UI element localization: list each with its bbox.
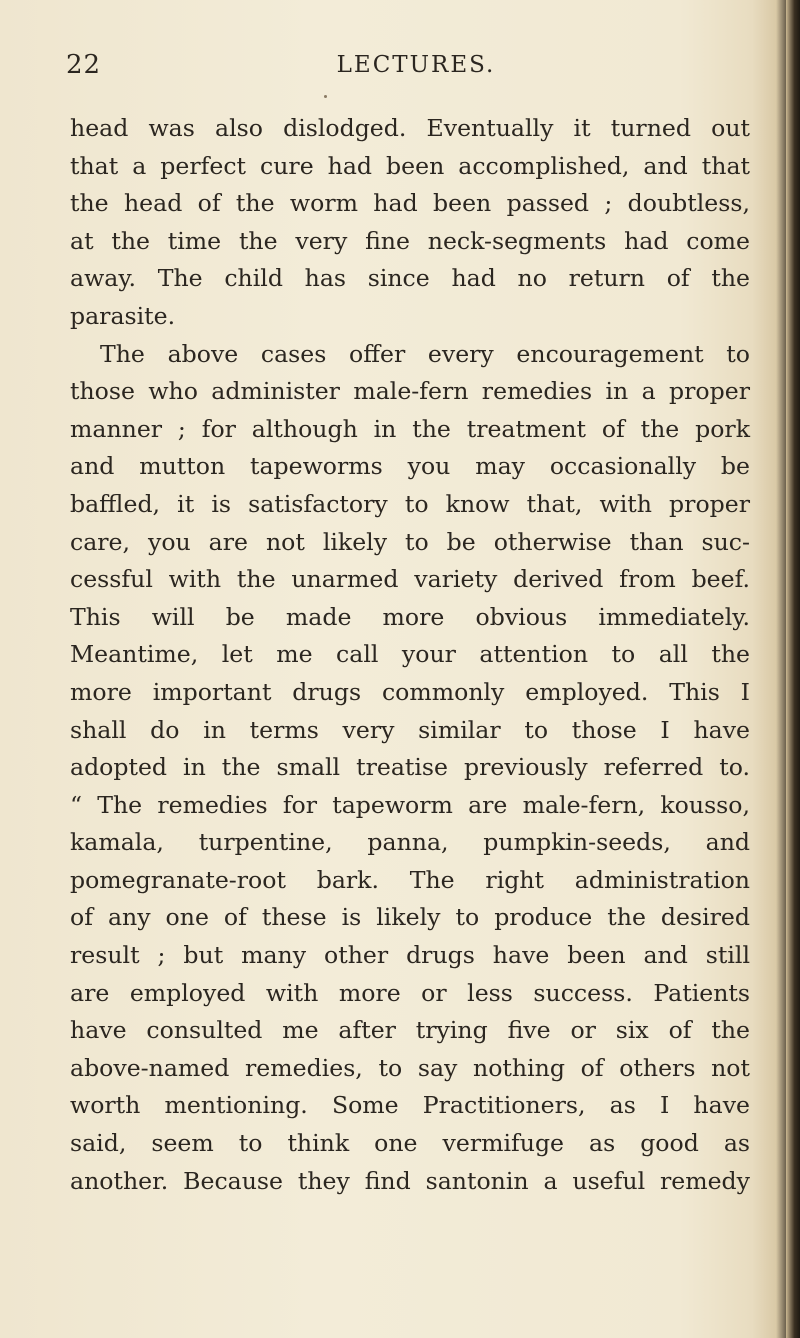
text-line: that a perfect cure had been accomplished, and that (70, 151, 750, 180)
running-title: LECTURES. (336, 52, 496, 78)
text-line: parasite. (70, 301, 176, 330)
text-line: kamala, turpentine, panna, pumpkin-seeds, and (70, 828, 750, 857)
text-line: pomegranate-root bark. The right administration (70, 865, 750, 894)
text-line: cessful with the unarmed variety derived from beef. (70, 565, 750, 594)
text-line: result ; but many other drugs have been and still (70, 941, 750, 970)
text-line: at the time the very fine neck-segments had come (70, 226, 750, 255)
text-line: worth mentioning. Some Practitioners, as I have (70, 1091, 750, 1120)
text-line: Meantime, let me call your attention to all the (70, 640, 750, 669)
text-line: are employed with more or less success. Patients (70, 978, 750, 1007)
running-head (66, 50, 746, 86)
text-line: more important drugs commonly employed. This I (70, 677, 750, 706)
text-line: This will be made more obvious immediately. (70, 602, 750, 631)
text-line: The above cases offer every encouragement to (100, 339, 750, 368)
text-line: adopted in the small treatise previously referred to. (70, 753, 750, 782)
text-line: those who administer male-fern remedies in a proper (70, 377, 750, 406)
body-text (70, 110, 750, 1200)
text-line: another. Because they find santonin a useful remedy (70, 1166, 750, 1195)
text-line: baffled, it is satisfactory to know that, with proper (70, 489, 750, 518)
text-line: away. The child has since had no return of the (70, 264, 750, 293)
text-line: said, seem to think one vermifuge as good as (70, 1129, 750, 1158)
text-line: shall do in terms very similar to those I have (70, 715, 750, 744)
print-speck (324, 95, 327, 98)
text-line: manner ; for although in the treatment of the pork (70, 414, 750, 443)
text-line: and mutton tapeworms you may occasionally be (70, 452, 750, 481)
text-line: of any one of these is likely to produce the desired (70, 903, 750, 932)
page-number: 22 (66, 50, 102, 80)
text-line: have consulted me after trying five or six of the (70, 1016, 750, 1045)
page-edge-shadow (786, 0, 800, 1338)
text-line: head was also dislodged. Eventually it turned out (70, 114, 750, 142)
text-line: above-named remedies, to say nothing of others not (70, 1053, 750, 1082)
text-line: “ The remedies for tapeworm are male-fern, kousso, (70, 790, 750, 819)
text-line: care, you are not likely to be otherwise than suc- (70, 527, 750, 556)
text-line: the head of the worm had been passed ; doubtless, (70, 189, 750, 218)
